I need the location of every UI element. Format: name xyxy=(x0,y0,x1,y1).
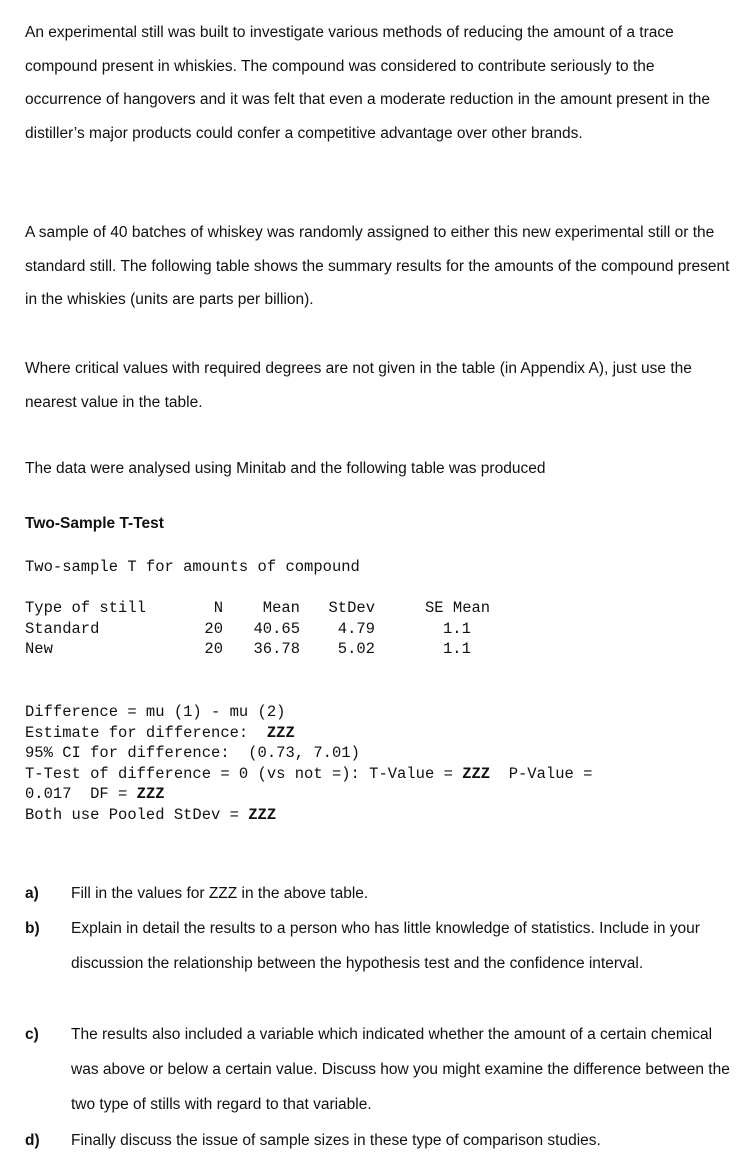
row-new-type: New xyxy=(25,640,53,658)
output-heading: Two-Sample T-Test xyxy=(25,515,164,532)
table-row xyxy=(25,619,545,640)
df-label: DF = xyxy=(90,785,128,803)
header-se-mean: SE Mean xyxy=(425,599,491,617)
estimate-label: Estimate for difference: xyxy=(25,723,249,742)
question-d-label: d) xyxy=(25,1132,40,1149)
summary-table-header xyxy=(25,598,545,619)
question-d xyxy=(25,1123,740,1158)
ci-label: 95% CI for difference: xyxy=(25,744,230,762)
estimate-placeholder: ZZZ xyxy=(266,723,295,742)
ttest-label: T-Test of difference = 0 (vs not =): T-Value = xyxy=(25,764,453,783)
table-row xyxy=(25,639,545,660)
row-standard-n: 20 xyxy=(204,619,223,638)
summary-table xyxy=(25,598,545,660)
pvalue: 0.017 xyxy=(25,785,72,803)
row-new-se-mean: 1.1 xyxy=(443,640,471,658)
question-c-text: The results also included a variable which indicated whether the amount of a certain chemical was above or below a certain value. Discuss how you might examine the difference between the two type of stills with regard to that variable. xyxy=(71,1026,730,1113)
intro-paragraph-3: Where critical values with required degrees are not given in the table (in Appendix A), just use the nearest value in the table. xyxy=(25,360,692,411)
tvalue-placeholder: ZZZ xyxy=(462,764,491,783)
intro-paragraph-1: An experimental still was built to investigate various methods of reducing the amount of a trace compound present in whiskies. The compound was considered to contribute seriously to the occurrence of hangovers and it was felt that even a moderate reduction in the amount present in the distiller’s major products could confer a competitive advantage over other brands. xyxy=(25,24,710,142)
intro-paragraph-4: The data were analysed using Minitab and the following table was produced xyxy=(25,460,546,477)
pooled-label: Both use Pooled StDev = xyxy=(25,805,239,824)
df-placeholder: ZZZ xyxy=(136,785,165,803)
question-c xyxy=(25,1017,740,1122)
question-d-text: Finally discuss the issue of sample sizes in these type of comparison studies. xyxy=(71,1132,601,1149)
question-c-label: c) xyxy=(25,1026,39,1043)
output-subtitle: Two-sample T for amounts of compound xyxy=(25,558,360,576)
row-new-stdev: 5.02 xyxy=(337,640,375,658)
question-a-text: Fill in the values for ZZZ in the above table. xyxy=(71,885,369,902)
row-standard-stdev: 4.79 xyxy=(337,619,375,638)
ci-value: (0.73, 7.01) xyxy=(248,744,360,762)
header-n: N xyxy=(213,599,223,617)
minitab-results xyxy=(25,702,592,825)
row-standard-mean: 40.65 xyxy=(253,619,300,638)
header-stdev: StDev xyxy=(328,599,375,617)
row-new-mean: 36.78 xyxy=(253,640,300,658)
intro-paragraph-2: A sample of 40 batches of whiskey was randomly assigned to either this new experimental still or the standard still. The following table shows the summary results for the amounts of the compound present in the whiskies (units are parts per billion). xyxy=(25,224,730,308)
question-a-label: a) xyxy=(25,885,39,902)
row-new-n: 20 xyxy=(204,640,223,658)
pvalue-label: P-Value = xyxy=(508,764,593,783)
question-a xyxy=(25,876,740,911)
header-mean: Mean xyxy=(262,599,300,617)
row-standard-se-mean: 1.1 xyxy=(443,619,471,638)
row-standard-type: Standard xyxy=(25,619,100,638)
question-b-text: Explain in detail the results to a person who has little knowledge of statistics. Include in your discussion the relationship between the hypothesis test and the confidence interval. xyxy=(71,920,700,972)
question-b-label: b) xyxy=(25,920,40,937)
header-type-of-still: Type of still xyxy=(25,599,146,617)
pooled-placeholder: ZZZ xyxy=(248,805,277,824)
difference-line: Difference = mu (1) - mu (2) xyxy=(25,703,286,721)
question-b xyxy=(25,911,740,1016)
